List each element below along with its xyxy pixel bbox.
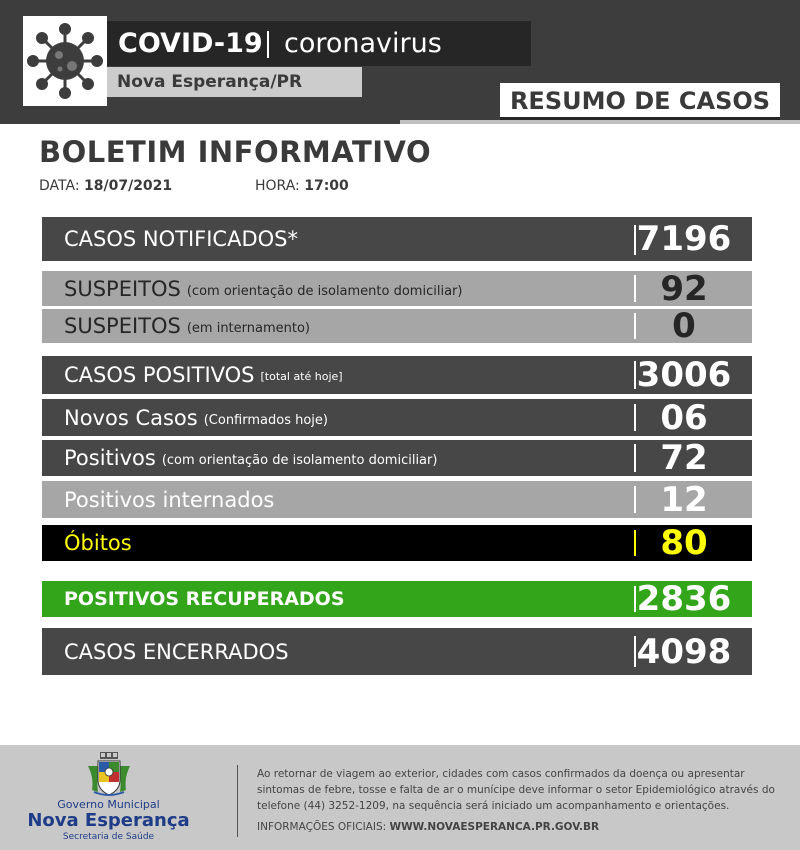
row-value: 80 (660, 523, 708, 563)
row-sublabel: (em internamento) (186, 321, 311, 336)
row-sublabel: [total até hoje] (260, 369, 343, 383)
footer-info-label: INFORMAÇÕES OFICIAIS: (257, 821, 387, 833)
row-sublabel: (com orientação de isolamento domiciliar) (186, 283, 463, 299)
resumo-badge-label: RESUMO DE CASOS (509, 87, 771, 115)
row-positive-cases (42, 356, 752, 394)
row-label: SUSPEITOS (64, 314, 181, 338)
row-deaths (42, 525, 752, 561)
footer-separator (237, 765, 238, 837)
footer-info (257, 821, 599, 833)
time-value: 17:00 (304, 178, 349, 194)
row-label: CASOS POSITIVOS (64, 363, 255, 387)
date-value: 18/07/2021 (84, 178, 173, 194)
municipal-crest-icon (84, 752, 134, 798)
row-label: Positivos (64, 446, 156, 470)
row-value: 7196 (636, 219, 732, 259)
header-underline (400, 120, 800, 124)
row-sublabel: (com orientação de isolamento domiciliar) (161, 453, 438, 468)
row-label: POSITIVOS RECUPERADOS (64, 588, 345, 610)
footer-info-url[interactable]: WWW.NOVAESPERANCA.PR.GOV.BR (389, 821, 600, 833)
time-label: HORA: (255, 178, 300, 194)
row-label: Novos Casos (64, 405, 198, 430)
row-new-cases (42, 399, 752, 436)
row-positives-isolation (42, 440, 752, 476)
virus-icon (23, 16, 107, 106)
row-suspects-hospitalized (42, 306, 752, 346)
row-closed-cases (42, 628, 752, 675)
bulletin-time (255, 178, 349, 194)
row-label: CASOS NOTIFICADOS* (64, 227, 298, 251)
footer-notice: Ao retornar de viagem ao exterior, cidades com casos confirmados da doença ou apresentar sintomas de febre, tosse e falta de ar o munícipe deve informar o setor Epidemiológico através do telefone (44) 3252-1209, na sequência será iniciado um acompanhamento e orientações. (257, 768, 775, 812)
row-value: 92 (660, 268, 708, 309)
row-recovered (42, 581, 752, 617)
row-positives-hospitalized (42, 481, 752, 518)
row-value: 06 (660, 397, 708, 438)
row-value: 4098 (636, 631, 732, 672)
title-covid: COVID-19 (118, 28, 263, 59)
row-value: 12 (660, 479, 708, 520)
footer-city: Nova Esperança (27, 810, 190, 831)
row-sublabel: (Confirmados hoje) (203, 412, 328, 428)
bulletin-date (39, 178, 172, 194)
row-label: Óbitos (64, 531, 132, 555)
title-separator (267, 31, 269, 58)
row-suspects-isolation (42, 268, 752, 309)
row-label: CASOS ENCERRADOS (64, 639, 289, 664)
footer-secretaria: Secretaria de Saúde (62, 832, 155, 842)
bulletin-title: BOLETIM INFORMATIVO (39, 135, 432, 169)
row-value: 0 (672, 306, 696, 346)
city-name: Nova Esperança/PR (117, 72, 303, 92)
row-label: Positivos internados (64, 487, 275, 512)
date-label: DATA: (39, 178, 80, 194)
row-value: 2836 (636, 579, 732, 619)
row-value: 3006 (636, 355, 732, 395)
row-notified-cases (42, 217, 752, 261)
footer-government: Governo Municipal (57, 798, 160, 811)
row-label: SUSPEITOS (64, 276, 181, 301)
title-coronavirus: coronavirus (284, 28, 442, 59)
virus-logo (23, 16, 107, 106)
row-value: 72 (660, 438, 708, 478)
